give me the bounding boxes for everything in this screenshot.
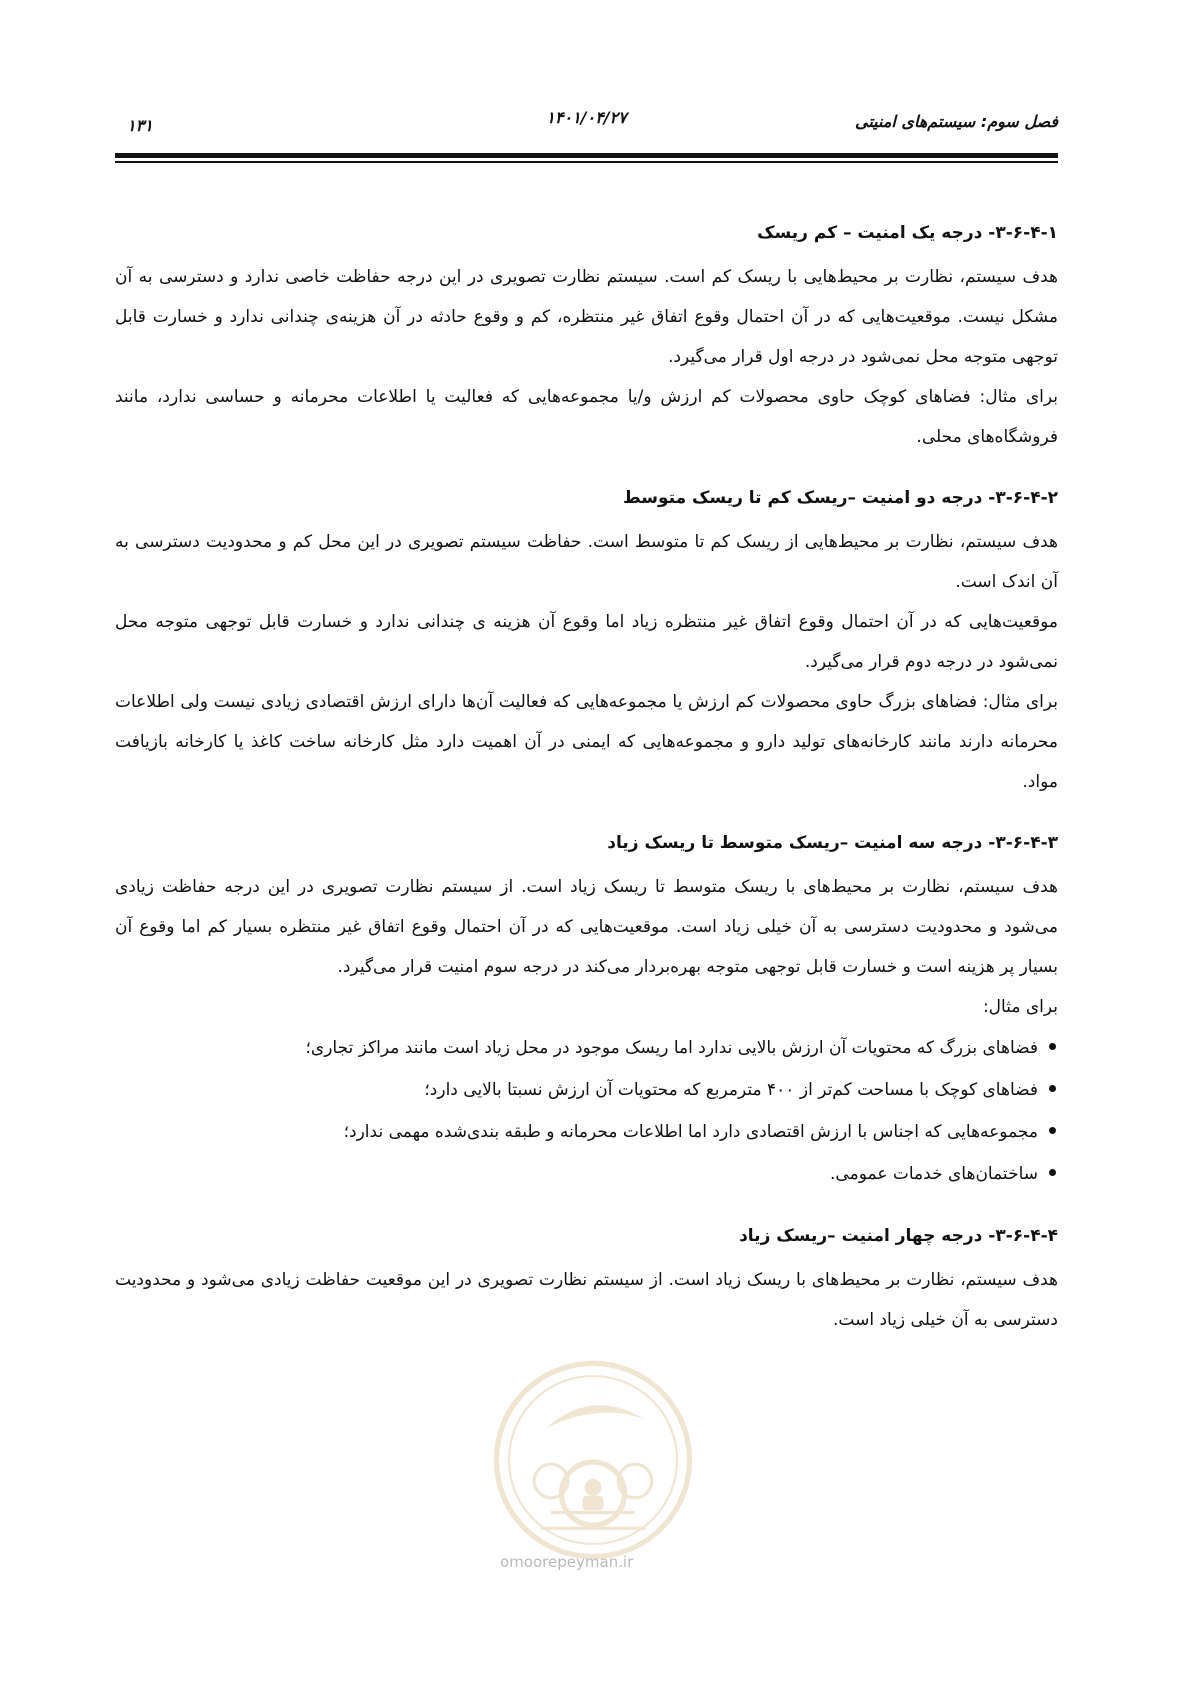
running-header xyxy=(115,108,1058,142)
paragraph: برای مثال: فضاهای کوچک حاوی محصولات کم ارزش و/یا مجموعه‌هایی که فعالیت یا اطلاعات محرمانه و حساسی ندارد، مانند فروشگاه‌های محلی. xyxy=(115,387,1058,447)
list-item xyxy=(115,1027,1058,1069)
main-content xyxy=(115,218,1058,1340)
list-item-text: مجموعه‌هایی که اجناس با ارزش اقتصادی دارد اما اطلاعات محرمانه و طبقه بندی‌شده مهمی ندارد؛ xyxy=(343,1122,1038,1142)
section-heading: ۳-۶-۴-۲- درجه دو امنیت –ریسک کم تا ریسک متوسط xyxy=(623,488,1058,508)
section-3 xyxy=(115,828,1058,1195)
list-item xyxy=(115,1111,1058,1153)
header-date: ۱۴۰۱/۰۴/۲۷ xyxy=(546,108,627,127)
section-4 xyxy=(115,1221,1058,1340)
page-number: ۱۳۱ xyxy=(127,116,153,135)
paragraph: برای مثال: فضاهای بزرگ حاوی محصولات کم ارزش یا مجموعه‌هایی که فعالیت آن‌ها دارای ارزش اقتصادی زیادی نیست ولی اطلاعات محرمانه دارند مانند کارخانه‌های تولید دارو و مجموعه‌هایی که ایمنی در آن اهمیت دارد مثل کارخانه ساخت کاغذ یا کارخانه بازیافت مواد. xyxy=(115,692,1058,792)
list-item-text: فضاهای بزرگ که محتویات آن ارزش بالایی ندارد اما ریسک موجود در محل زیاد است مانند مراکز تجاری؛ xyxy=(305,1038,1038,1058)
bullet-icon xyxy=(1049,1085,1056,1092)
header-rule-thin xyxy=(115,161,1058,163)
bullet-list xyxy=(115,1027,1058,1195)
bullet-icon xyxy=(1049,1043,1056,1050)
chapter-title: فصل سوم: سیستم‌های امنیتی xyxy=(855,112,1058,131)
paragraph: هدف سیستم، نظارت بر محیط‌هایی با ریسک کم است. سیستم نظارت تصویری در این درجه حفاظت خاصی ندارد و دسترسی به آن مشکل نیست. موقعیت‌هایی که در آن احتمال وقوع اتفاق غیر منتظره، کم و وقوع حادثه در آن هزینه‌ی چندانی ندارد و خسارت قابل توجهی متوجه محل نمی‌شود در درجه اول قرار می‌گیرد. xyxy=(115,267,1058,367)
section-1 xyxy=(115,218,1058,457)
header-rule-thick xyxy=(115,153,1058,158)
paragraph: هدف سیستم، نظارت بر محیط‌هایی از ریسک کم تا متوسط است. حفاظت سیستم تصویری در این محل کم و محدودیت دسترسی به آن اندک است. xyxy=(115,532,1058,592)
section-heading: ۳-۶-۴-۳- درجه سه امنیت –ریسک متوسط تا ریسک زیاد xyxy=(607,833,1058,853)
section-2 xyxy=(115,483,1058,802)
paragraph: برای مثال: xyxy=(982,997,1058,1017)
section-heading: ۳-۶-۴-۴- درجه چهار امنیت –ریسک زیاد xyxy=(739,1226,1058,1246)
watermark-url: omoorepeyman.ir xyxy=(500,1553,634,1571)
section-heading: ۳-۶-۴-۱- درجه یک امنیت – کم ریسک xyxy=(757,223,1058,243)
paragraph: هدف سیستم، نظارت بر محیط‌های با ریسک زیاد است. از سیستم نظارت تصویری در این موقعیت حفاظت زیادی می‌شود و محدودیت دسترسی به آن خیلی زیاد است. xyxy=(115,1270,1058,1330)
list-item xyxy=(115,1153,1058,1195)
list-item xyxy=(115,1069,1058,1111)
paragraph: موقعیت‌هایی که در آن احتمال وقوع اتفاق غیر منتظره زیاد اما وقوع آن هزینه ی چندانی ندارد و خسارت قابل توجهی متوجه محل نمی‌شود در درجه دوم قرار می‌گیرد. xyxy=(115,612,1058,672)
watermark-logo-icon xyxy=(488,1355,698,1565)
list-item-text: ساختمان‌های خدمات عمومی. xyxy=(830,1164,1038,1184)
bullet-icon xyxy=(1049,1127,1056,1134)
paragraph: هدف سیستم، نظارت بر محیط‌های با ریسک متوسط تا ریسک زیاد است. از سیستم نظارت تصویری در این درجه حفاظت زیادی می‌شود و محدودیت دسترسی به آن خیلی زیاد است. موقعیت‌هایی که در آن احتمال وقوع اتفاق غیر منتظره بسیار کم اما وقوع آن بسیار پر هزینه است و خسارت قابل توجهی متوجه بهره‌بردار می‌کند در درجه سوم امنیت قرار می‌گیرد. xyxy=(115,877,1058,977)
list-item-text: فضاهای کوچک با مساحت کم‌تر از ۴۰۰ مترمربع که محتویات آن ارزش نسبتا بالایی دارد؛ xyxy=(424,1080,1038,1100)
bullet-icon xyxy=(1049,1169,1056,1176)
